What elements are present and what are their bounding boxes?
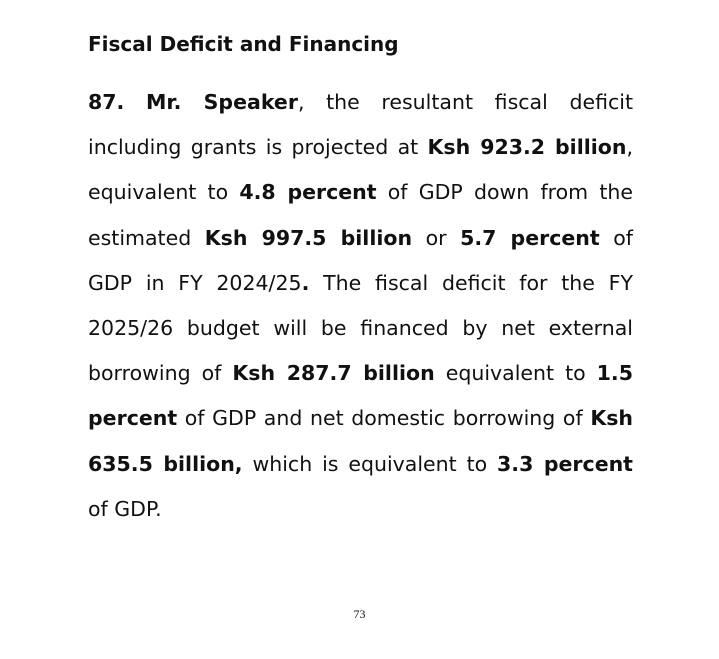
text-segment: , the resultant fiscal deficit including grants is projected at (88, 90, 633, 160)
text-segment: of GDP. (88, 496, 162, 521)
text-segment: or (412, 225, 461, 250)
estimated-deficit-amount: Ksh 997.5 billion (204, 225, 413, 250)
text-segment: of GDP in FY 2024/25 (88, 225, 633, 295)
text-segment: of GDP down from the estimated (88, 180, 633, 250)
text-segment: equivalent to (434, 361, 597, 386)
estimated-deficit-percent: 5.7 percent (460, 225, 600, 250)
text-segment: The fiscal deficit for the FY 2025/26 budget will be financed by net external borrowing of (88, 270, 633, 386)
deficit-percent: 4.8 percent (239, 180, 377, 205)
addressee: Mr. Speaker (146, 90, 298, 114)
domestic-borrowing-amount: Ksh 635.5 billion, (88, 406, 633, 476)
domestic-borrowing-percent: 3.3 percent (497, 451, 633, 476)
paragraph-87 (88, 80, 633, 532)
paragraph-number: 87. (88, 90, 125, 114)
text-segment: , equivalent to (88, 135, 633, 205)
section-heading: Fiscal Deficit and Financing (88, 32, 399, 56)
external-borrowing-amount: Ksh 287.7 billion (232, 361, 435, 386)
text-segment: of GDP and net domestic borrowing of (177, 406, 591, 431)
text-segment: which is equivalent to (242, 451, 498, 476)
external-borrowing-percent: 1.5 percent (88, 361, 633, 431)
deficit-amount: Ksh 923.2 billion (427, 135, 627, 160)
page-number: 73 (353, 607, 366, 621)
bold-period: . (301, 270, 310, 295)
